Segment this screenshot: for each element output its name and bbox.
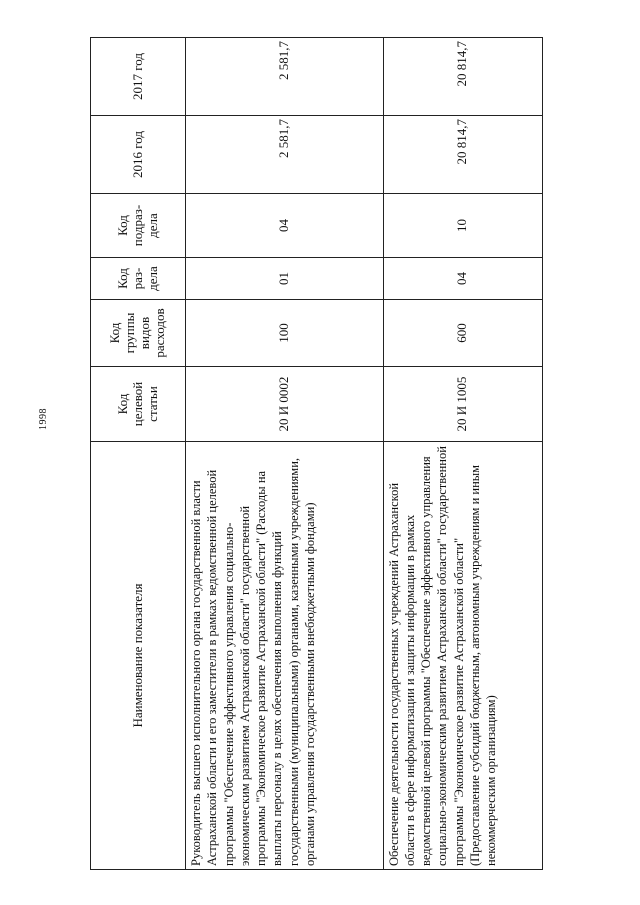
header-year-2016: 2016 год bbox=[91, 116, 186, 194]
row-expense-group-code: 100 bbox=[186, 300, 383, 367]
row-name: Обеспечение деятельности государственных учреждений Астраханской области в сфере информатизации и защиты информации в рамках ведомственной целевой программы "Обеспечение эффективного управления социально-экономическим развитием Астраханской области" государственной программы "Экономическое развитие Астраханской области" (Предоставление субсидий бюджетным, автономным учреждениям и иным некоммерческим организациям) bbox=[383, 442, 542, 870]
row-target-code: 20 И 0002 bbox=[186, 367, 383, 442]
row-section-code: 01 bbox=[186, 258, 383, 300]
row-subsection-code: 10 bbox=[383, 194, 542, 258]
page-number: 1998 bbox=[38, 408, 49, 430]
header-expense-group-code: Код группы видов расходов bbox=[91, 300, 186, 367]
table-header-row bbox=[91, 38, 186, 870]
table-row bbox=[383, 38, 542, 870]
row-name: Руководитель высшего исполнительного органа государственной власти Астраханской области и его заместители в рамках ведомственной целевой программы "Обеспечение эффективного управления социально-экономическим развитием Астраханской области" государственной программы "Экономическое развитие Астраханской области" (Расходы на выплаты персоналу в целях обеспечения выполнения функций государственными (муниципальными) органами, казенными учреждениями, органами управления государственными внебюджетными фондами) bbox=[186, 442, 383, 870]
header-section-code: Код раз-дела bbox=[91, 258, 186, 300]
header-year-2017: 2017 год bbox=[91, 38, 186, 116]
table-row bbox=[186, 38, 383, 870]
row-year-2017: 2 581,7 bbox=[186, 38, 383, 116]
row-year-2016: 2 581,7 bbox=[186, 116, 383, 194]
row-expense-group-code: 600 bbox=[383, 300, 542, 367]
row-subsection-code: 04 bbox=[186, 194, 383, 258]
header-name: Наименование показателя bbox=[91, 442, 186, 870]
rotated-table-wrapper bbox=[90, 38, 543, 870]
budget-table bbox=[90, 37, 543, 870]
header-subsection-code: Код подраз-дела bbox=[91, 194, 186, 258]
row-target-code: 20 И 1005 bbox=[383, 367, 542, 442]
row-year-2016: 20 814,7 bbox=[383, 116, 542, 194]
header-target-code: Код целевой статьи bbox=[91, 367, 186, 442]
row-year-2017: 20 814,7 bbox=[383, 38, 542, 116]
row-section-code: 04 bbox=[383, 258, 542, 300]
